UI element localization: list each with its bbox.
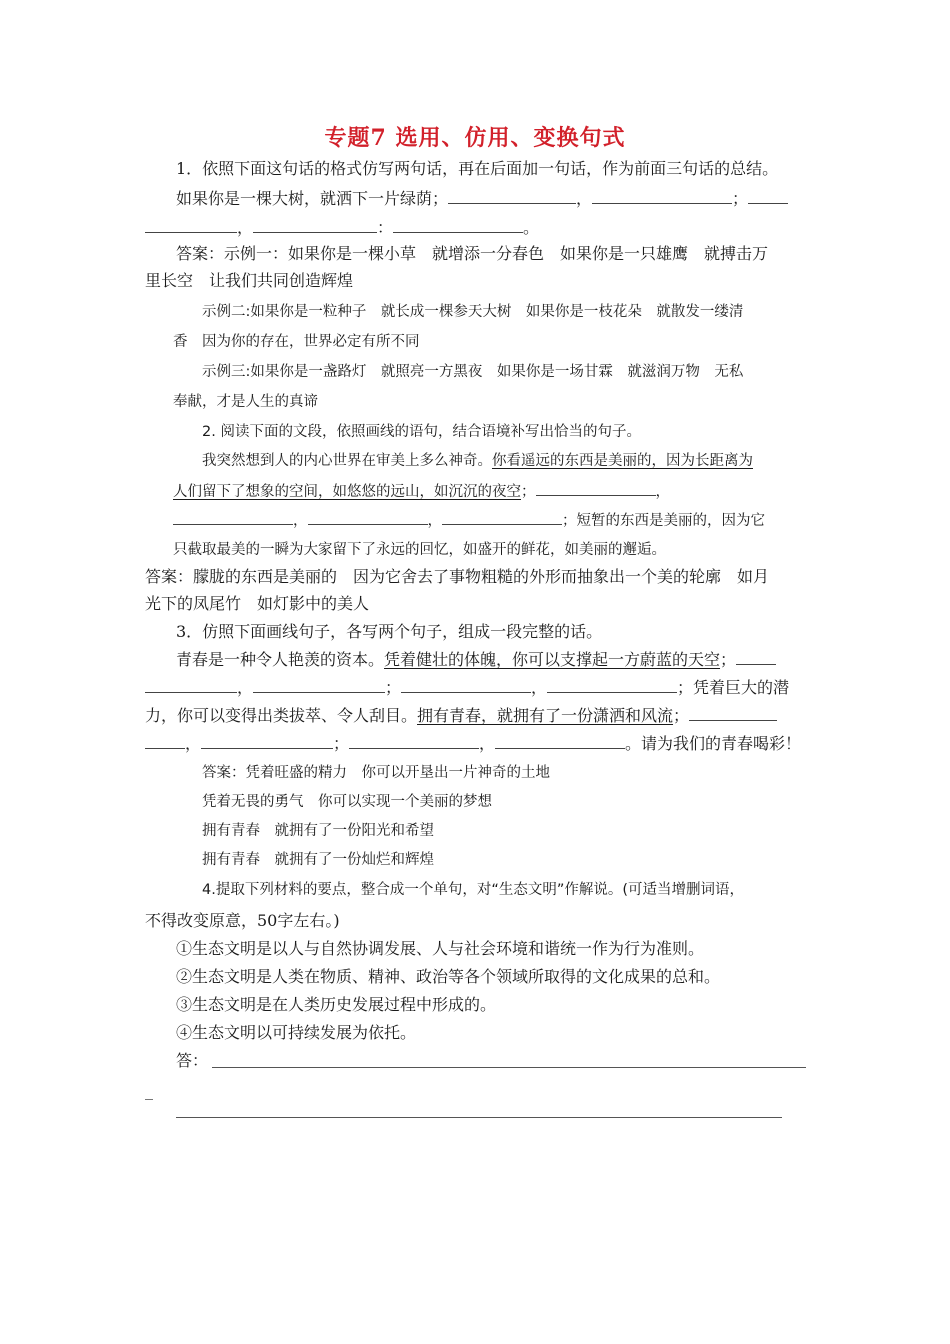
q1-blank-4[interactable]: [253, 218, 377, 233]
q3-blank-4[interactable]: [547, 678, 677, 693]
q2-blank-3[interactable]: [308, 510, 428, 525]
q4-answer-dash: _: [145, 1081, 153, 1100]
q4-item-1: ①生态文明是以人与自然协调发展、人与社会环境和谐统一作为行为准则。: [176, 939, 705, 958]
q3-answer-4: 拥有青春 就拥有了一份灿烂和辉煌: [202, 852, 434, 868]
q1-answer-3a: 示例三:如果你是一盏路灯 就照亮一方黑夜 如果你是一场甘霖 就滋润万物 无私: [202, 364, 744, 380]
q1-blank-2[interactable]: [592, 189, 732, 204]
q3-answer-1: 答案：凭着旺盛的精力 你可以开垦出一片神奇的土地: [202, 765, 550, 781]
q2-text-line-4: 只截取最美的一瞬为大家留下了永远的回忆，如盛开的鲜花，如美丽的邂逅。: [173, 542, 666, 558]
q3-blank-5b[interactable]: [145, 734, 185, 749]
q4-item-2: ②生态文明是人类在物质、精神、政治等各个领域所取得的文化成果的总和。: [176, 967, 721, 986]
q4-answer-line-2[interactable]: [176, 1117, 782, 1118]
q1-example-line: 如果你是一棵大树，就洒下一片绿荫； ， ；: [176, 189, 788, 209]
q2-text-line-3: ， ， ；短暂的东西是美丽的，因为它: [173, 510, 765, 531]
q1-blank-line: ， ： 。: [145, 218, 539, 238]
q2-blank-2[interactable]: [173, 510, 293, 525]
q2-blank-4[interactable]: [442, 510, 562, 525]
q3-line-4: ， ； ， 。请为我们的青春喝彩！: [145, 734, 801, 754]
q1-prompt: 1．依照下面这句话的格式仿写两句话，再在后面加一句话，作为前面三句话的总结。: [176, 159, 779, 178]
q3-blank-5a[interactable]: [689, 706, 777, 721]
q2-underlined-1: 你看遥远的东西是美丽的，因为长距离为: [492, 453, 753, 469]
q2-prompt: 2. 阅读下面的文段，依照画线的语句，结合语境补写出恰当的句子。: [202, 424, 641, 440]
q4-answer-line-1[interactable]: [212, 1067, 806, 1068]
q3-line-3: 力，你可以变得出类拔萃、令人刮目。拥有青春，就拥有了一份潇洒和风流；: [145, 706, 777, 726]
q1-answer-2a: 示例二:如果你是一粒种子 就长成一棵参天大树 如果你是一枝花朵 就散发一缕清: [202, 304, 744, 320]
q3-blank-7[interactable]: [349, 734, 479, 749]
q3-prompt: 3．仿照下面画线句子，各写两个句子，组成一段完整的话。: [176, 622, 603, 641]
q3-blank-1a[interactable]: [736, 650, 776, 665]
q4-answer-label: 答：: [176, 1051, 209, 1070]
q3-blank-8[interactable]: [495, 734, 625, 749]
q2-answer-a: 答案：朦胧的东西是美丽的 因为它舍去了事物粗糙的外形而抽象出一个美的轮廓 如月: [145, 567, 770, 586]
q2-underlined-2: 人们留下了想象的空间，如悠悠的远山，如沉沉的夜空: [173, 484, 521, 500]
q1-blank-3a[interactable]: [748, 189, 788, 204]
q2-text-line-2: 人们留下了想象的空间，如悠悠的远山，如沉沉的夜空； ，: [173, 481, 670, 502]
q1-answer-1b: 里长空 让我们共同创造辉煌: [145, 271, 354, 290]
q3-line-2: ， ； ， ；凭着巨大的潜: [145, 678, 789, 698]
q4-prompt-a: 4.提取下列材料的要点，整合成一个单句，对“生态文明”作解说。(可适当增删词语，: [202, 882, 745, 898]
q3-blank-1b[interactable]: [145, 678, 237, 693]
q3-underlined-2: 拥有青春，就拥有了一份潇洒和风流: [417, 706, 674, 725]
q2-text-line-1: 我突然想到人的内心世界在审美上多么神奇。你看遥远的东西是美丽的，因为长距离为: [202, 453, 753, 469]
q3-blank-6[interactable]: [201, 734, 333, 749]
q2-blank-1[interactable]: [536, 481, 656, 496]
q3-answer-3: 拥有青春 就拥有了一份阳光和希望: [202, 823, 434, 839]
q3-underlined-1: 凭着健壮的体魄，你可以支撑起一方蔚蓝的天空: [384, 650, 721, 669]
q1-blank-5[interactable]: [393, 218, 523, 233]
q1-answer-3b: 奉献，才是人生的真谛: [173, 394, 318, 410]
q3-line-1: 青春是一种令人艳羡的资本。凭着健壮的体魄，你可以支撑起一方蔚蓝的天空；: [176, 650, 776, 670]
q1-answer-2b: 香 因为你的存在，世界必定有所不同: [173, 334, 420, 350]
q4-prompt-b: 不得改变原意，50字左右。): [145, 911, 340, 930]
q1-answer-1a: 答案：示例一：如果你是一棵小草 就增添一分春色 如果你是一只雄鹰 就搏击万: [176, 244, 769, 263]
q3-blank-2[interactable]: [253, 678, 385, 693]
page-title: 专题7 选用、仿用、变换句式: [324, 125, 626, 151]
q2-answer-b: 光下的凤尾竹 如灯影中的美人: [145, 594, 370, 613]
q3-blank-3[interactable]: [401, 678, 531, 693]
q1-example: 如果你是一棵大树，就洒下一片绿荫；: [176, 189, 449, 208]
q4-item-4: ④生态文明以可持续发展为依托。: [176, 1023, 417, 1042]
q1-blank-3b[interactable]: [145, 218, 237, 233]
q1-blank-1[interactable]: [448, 189, 576, 204]
q3-answer-2: 凭着无畏的勇气 你可以实现一个美丽的梦想: [202, 794, 492, 810]
q4-item-3: ③生态文明是在人类历史发展过程中形成的。: [176, 995, 497, 1014]
